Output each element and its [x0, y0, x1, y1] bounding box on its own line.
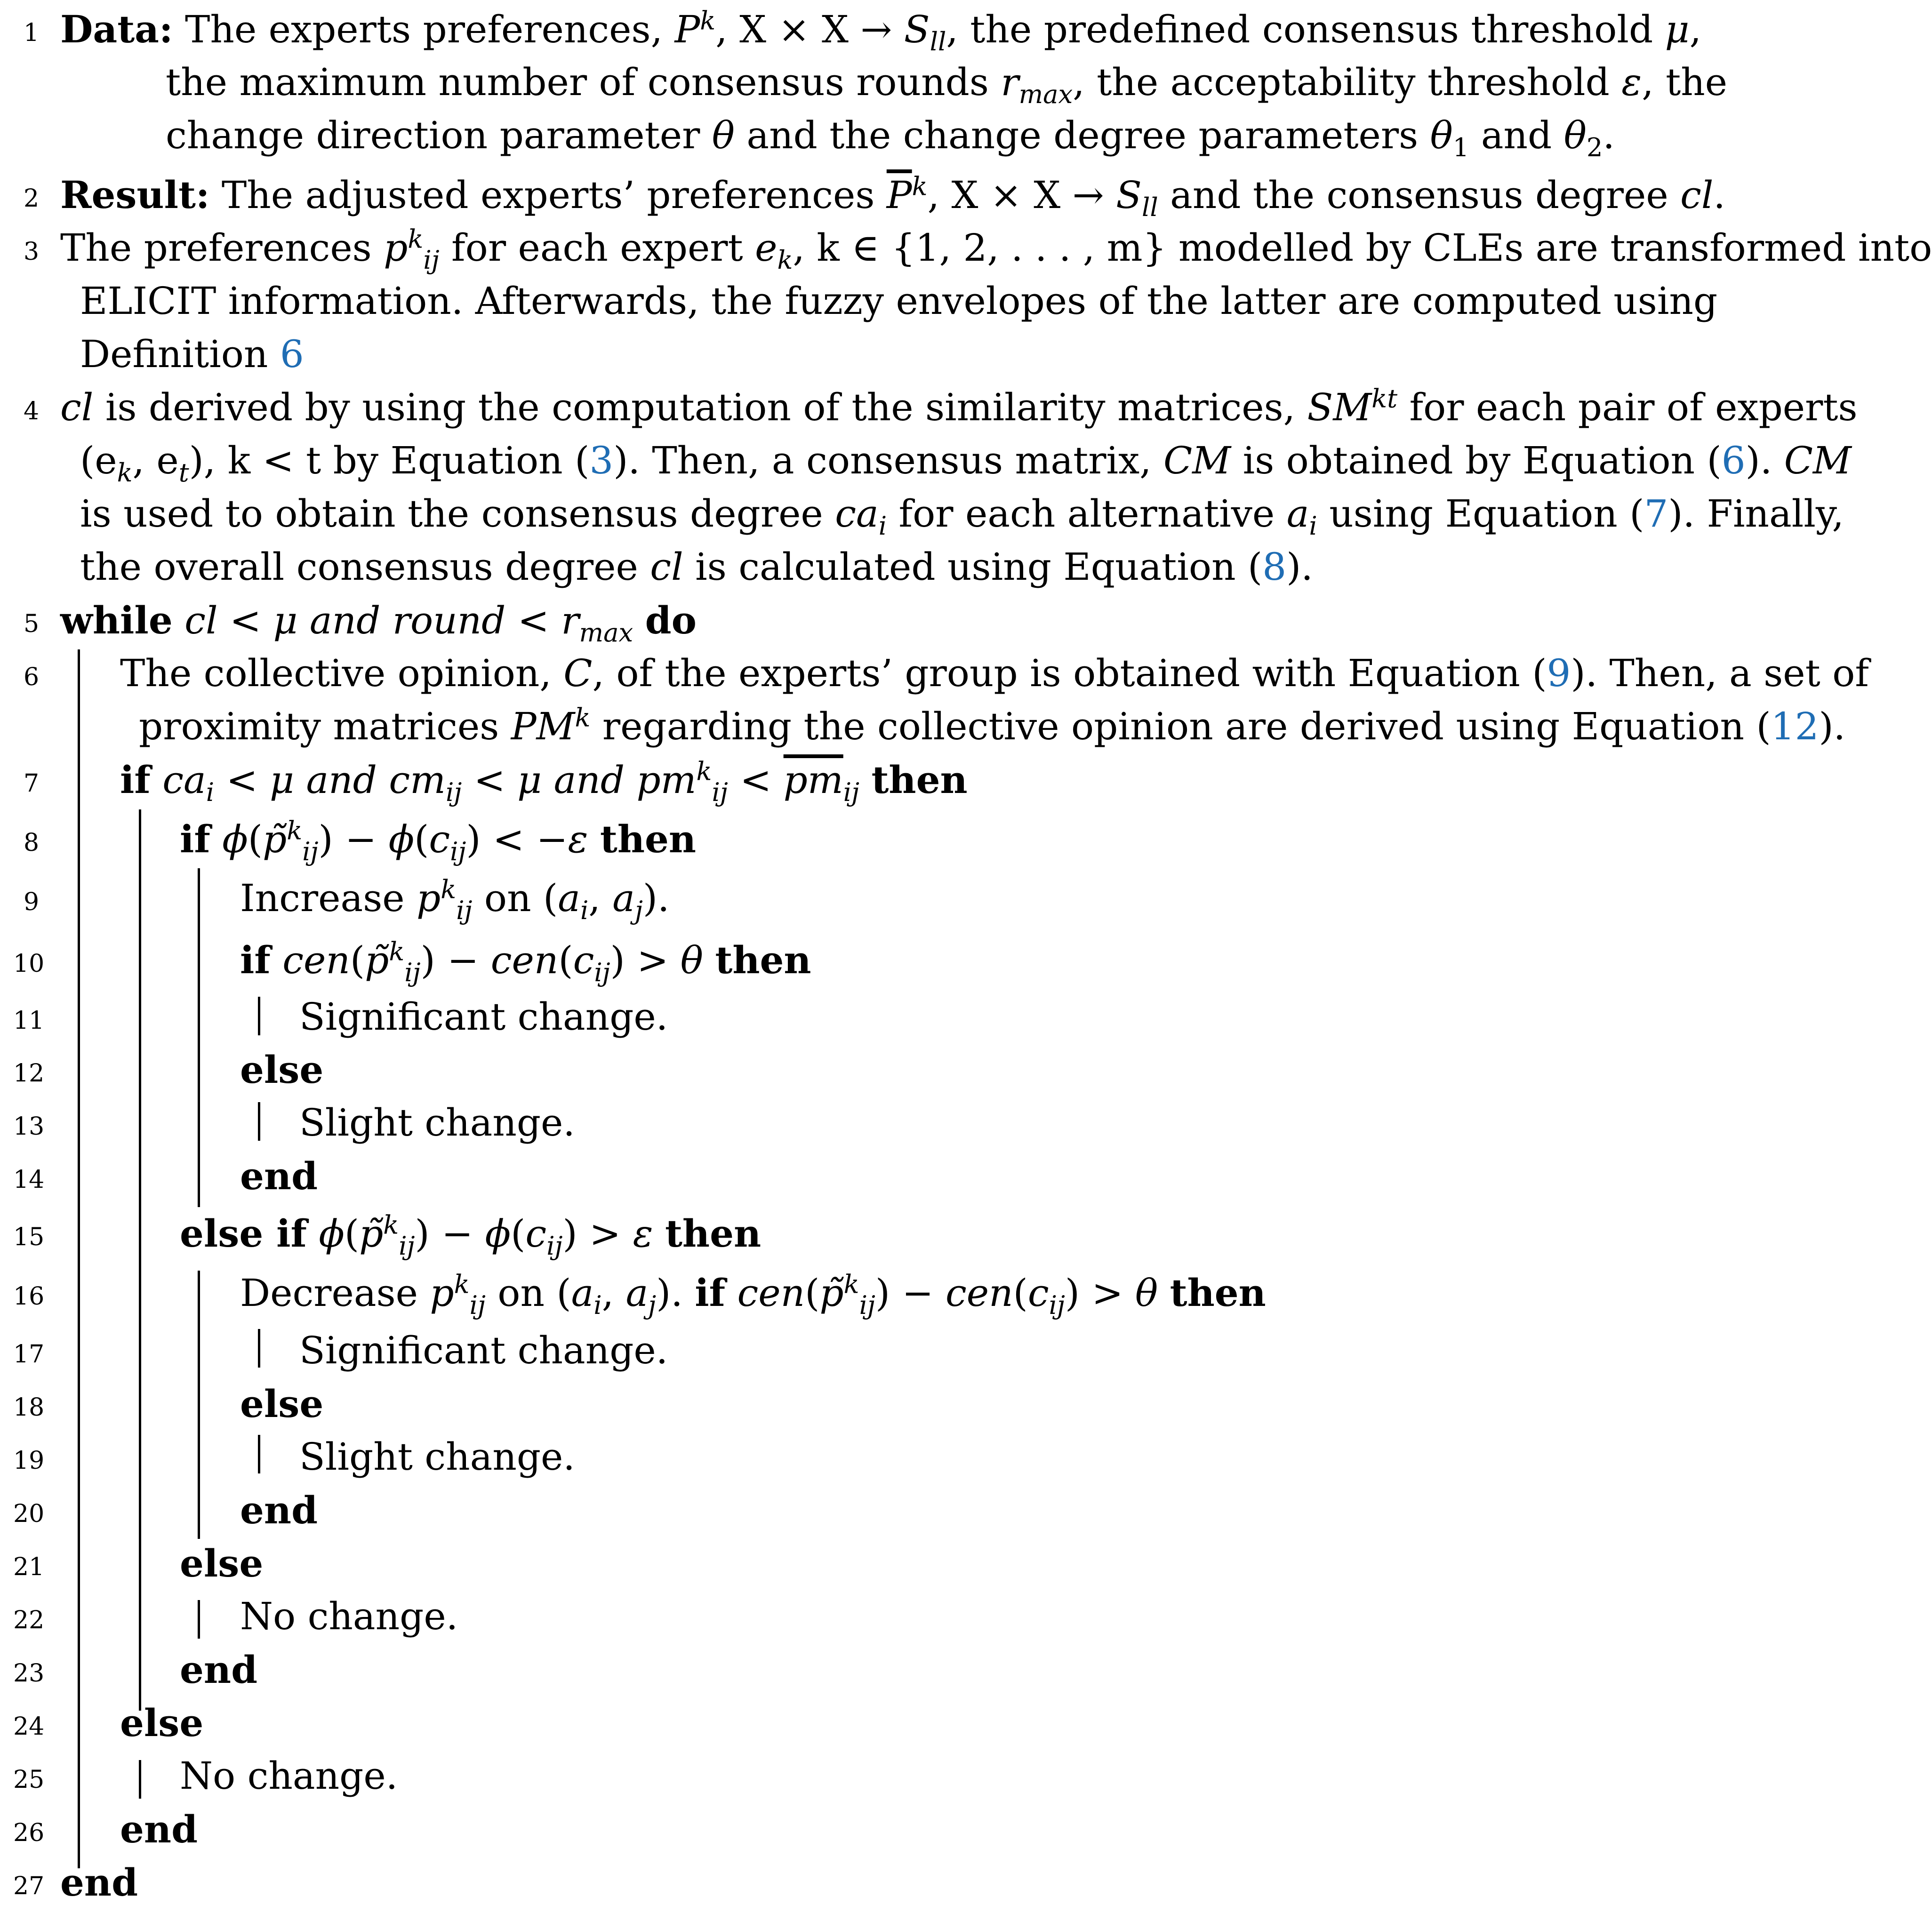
- line-26-end: end: [120, 1807, 198, 1851]
- line-12-else: else: [240, 1048, 324, 1092]
- if-cen-block-guide: [258, 997, 260, 1035]
- line-24-else: else: [120, 1701, 204, 1745]
- line-number: 9: [24, 888, 40, 916]
- equation-12-link[interactable]: 12: [1771, 704, 1819, 748]
- line-21-else: else: [180, 1541, 264, 1585]
- line-27-end: end: [60, 1860, 138, 1905]
- line-number: 11: [13, 1007, 45, 1035]
- line-8-if-phi: if ϕ(p̃$^k_{ij}$) − $\phi(c_{ij}) < -\varepsilon$ then: [180, 816, 697, 866]
- line-number: 25: [13, 1766, 45, 1794]
- line-number: 15: [13, 1223, 45, 1251]
- line-number: 22: [13, 1606, 45, 1634]
- line-4-cont-c: the overall consensus degree cl is calculated using Equation (8).: [80, 545, 1313, 589]
- if-cen2-block-guide: [258, 1329, 260, 1368]
- equation-7-link[interactable]: 7: [1644, 492, 1668, 536]
- line-number: 14: [13, 1166, 45, 1194]
- line-3-cont-b: Definition 6: [80, 332, 304, 376]
- line-17-significant: Significant change.: [299, 1329, 668, 1372]
- line-11-significant: Significant change.: [299, 995, 668, 1039]
- line-number: 23: [13, 1659, 45, 1688]
- line-number: 3: [24, 238, 40, 266]
- line-number: 27: [13, 1872, 45, 1900]
- line-20-end: end: [240, 1488, 318, 1532]
- line-number: 6: [24, 663, 40, 691]
- line-9-increase: Increase $p^k_{ij}$ on ($a_i$, $a_j$).: [240, 874, 670, 925]
- line-number: 1: [24, 19, 40, 47]
- line-15-else-if: else if ϕ(p̃$^k_{ij}$) − $\phi(c_{ij}) > \varepsilon$ then: [180, 1210, 762, 1261]
- line-18-else: else: [240, 1382, 324, 1426]
- outer-else-block-guide: [139, 1760, 141, 1799]
- while-block-guide: [78, 649, 80, 1868]
- line-6: The collective opinion, C, of the experts’ group is obtained with Equation (9). Then, a set of: [120, 651, 1869, 695]
- elseif-phi-block-guide: [198, 1271, 200, 1539]
- equation-9-link[interactable]: 9: [1547, 651, 1571, 695]
- line-4-cont-b: is used to obtain the consensus degree $ca_i$ for each alternative $a_i$ using Equation (7). Finally,: [80, 492, 1844, 541]
- line-number: 17: [13, 1340, 45, 1369]
- line-4-cont-a: ($e_k$, $e_t$), k < t by Equation (3). Then, a consensus matrix, CM is obtained by Equation (6). CM: [80, 439, 1852, 488]
- line-19-slight: Slight change.: [299, 1435, 575, 1479]
- equation-3-link[interactable]: 3: [589, 439, 614, 482]
- line-22-no-change: No change.: [240, 1594, 458, 1638]
- line-1-data-cont-a: the maximum number of consensus rounds $r_{max}$, the acceptability threshold ε, the: [166, 60, 1728, 109]
- if-phi-block-guide: [198, 868, 200, 1207]
- line-number: 10: [13, 950, 45, 978]
- line-number: 20: [13, 1500, 45, 1528]
- line-2-result: Result: The adjusted experts’ preferences $\overline{P}^k$, $X \times X \to S_{ll}$ and the consensus degree cl.: [60, 171, 1725, 222]
- else-cen-block-guide: [258, 1102, 260, 1141]
- line-number: 16: [13, 1282, 45, 1311]
- line-6-cont: proximity matrices $PM^k$ regarding the collective opinion are derived using Equation (12).: [139, 703, 1846, 748]
- line-number: 12: [13, 1059, 45, 1088]
- line-4: cl is derived by using the computation of the similarity matrices, $SM^{kt}$ for each pair of experts: [60, 384, 1858, 429]
- line-3-cont-a: ELICIT information. Afterwards, the fuzzy envelopes of the latter are computed using: [80, 279, 1718, 323]
- definition-link[interactable]: 6: [280, 332, 304, 376]
- line-number: 21: [13, 1553, 45, 1581]
- line-3: The preferences $p^k_{ij}$ for each expert $e_k$, k ∈ {1, 2, . . . , m} modelled by CLEs are transformed into: [60, 224, 1932, 275]
- line-number: 7: [24, 769, 40, 798]
- line-13-slight: Slight change.: [299, 1101, 575, 1145]
- line-1-data: Data: The experts preferences, $P^k$, $X \times X \to S_{ll}$, the predefined consensus threshold μ,: [60, 6, 1702, 56]
- line-number: 26: [13, 1819, 45, 1847]
- line-23-end: end: [180, 1648, 257, 1692]
- line-1-data-cont-b: change direction parameter θ and the change degree parameters $\theta_1$ and $\theta_2$.: [166, 113, 1615, 162]
- line-number: 18: [13, 1393, 45, 1422]
- equation-6-link[interactable]: 6: [1721, 439, 1746, 482]
- line-7-if: if $ca_i < \mu$ and $cm_{ij} < \mu$ and $pm^k_{ij} < \overline{pm}_{ij}$ then: [120, 756, 968, 807]
- line-10-if-cen: if cen(p̃$^k_{ij}$) − $cen(c_{ij}) > \theta$ then: [240, 936, 811, 987]
- line-number: 2: [24, 184, 40, 213]
- line-5-while: while cl < μ and round < $r_{max}$ do: [60, 598, 697, 648]
- line-number: 4: [24, 397, 40, 425]
- equation-8-link[interactable]: 8: [1262, 545, 1287, 589]
- line-number: 13: [13, 1113, 45, 1141]
- line-16-decrease: Decrease $p^k_{ij}$ on ($a_i$, $a_j$). if cen(p̃$^k_{ij}$) − $cen(c_{ij}) > \theta$ then: [240, 1269, 1266, 1320]
- line-14-end: end: [240, 1154, 318, 1198]
- line-number: 19: [13, 1447, 45, 1475]
- line-number: 5: [24, 610, 40, 638]
- line-25-no-change: No change.: [180, 1754, 398, 1798]
- else-phi-block-guide: [198, 1600, 200, 1639]
- line-number: 24: [13, 1713, 45, 1741]
- line-number: 8: [24, 829, 40, 857]
- if-block-guide: [139, 809, 141, 1711]
- else-cen2-block-guide: [258, 1435, 260, 1473]
